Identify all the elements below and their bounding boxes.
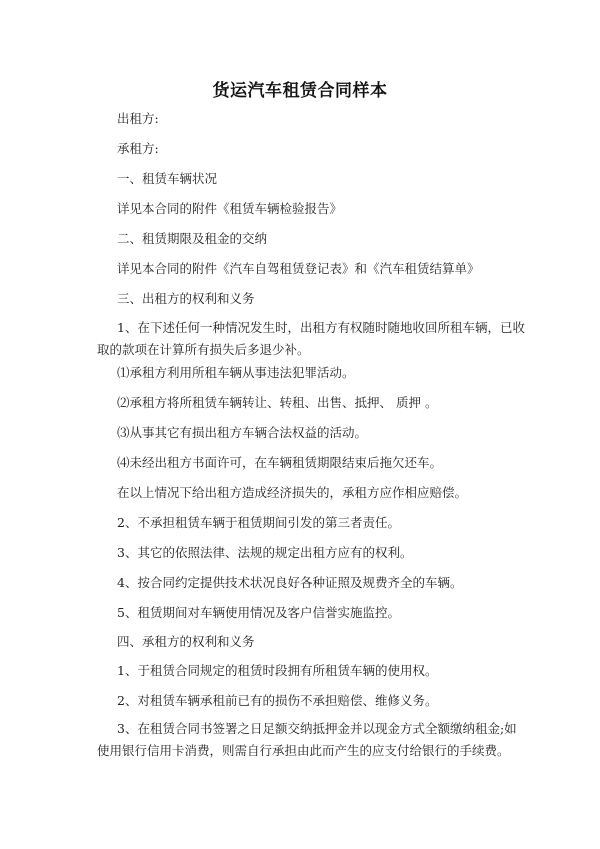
section1-heading: 一、租赁车辆状况 xyxy=(117,171,218,186)
section3-item1-line2: 取的款项在计算所有损失后多退少补。 xyxy=(97,342,310,357)
section3-sub3: ⑶从事其它有损出租方车辆合法权益的活动。 xyxy=(117,425,368,440)
section3-item1-line1: 1、在下述任何一种情况发生时，出租方有权随时随地收回所租车辆，已收 xyxy=(117,320,525,335)
section3-item1 xyxy=(97,317,525,361)
section3-item4: 4、按合同约定提供技术状况良好各种证照及规费齐全的车辆。 xyxy=(117,575,463,590)
section3-item5: 5、租赁期间对车辆使用情况及客户信誉实施监控。 xyxy=(117,605,400,620)
document-title: 货运汽车租赁合同样本 xyxy=(212,81,388,101)
section4-item3-line1: 3、在租赁合同书签署之日足额交纳抵押金并以现金方式全额缴纳租金;如 xyxy=(117,721,517,736)
section3-item3: 3、其它的依照法律、法规的规定出租方应有的权利。 xyxy=(117,545,413,560)
section2-text: 详见本合同的附件《汽车自驾租赁登记表》和《汽车租赁结算单》 xyxy=(117,261,480,276)
section3-item2: 2、不承担租赁车辆于租赁期间引发的第三者责任。 xyxy=(117,515,400,530)
section3-sub4: ⑷未经出租方书面许可，在车辆租赁期限结束后拖欠还车。 xyxy=(117,455,443,470)
section3-heading: 三、出租方的权利和义务 xyxy=(117,291,255,306)
section4-item2: 2、对租赁车辆承租前已有的损伤不承担赔偿、维修义务。 xyxy=(117,693,438,708)
section3-sub1: ⑴承租方利用所租车辆从事违法犯罪活动。 xyxy=(117,365,355,380)
section4-item3-line2: 使用银行信用卡消费，则需自行承担由此而产生的应支付给银行的手续费。 xyxy=(97,743,510,758)
lessee-label: 承租方: xyxy=(117,141,159,156)
section4-item3 xyxy=(97,718,517,762)
section3-sub2: ⑵承租方将所租赁车辆转让、转租、出售、抵押、 质押 。 xyxy=(117,395,438,410)
section1-text: 详见本合同的附件《租赁车辆检验报告》 xyxy=(117,201,343,216)
section4-heading: 四、承租方的权利和义务 xyxy=(117,634,255,649)
section4-item1: 1、于租赁合同规定的租赁时段拥有所租赁车辆的使用权。 xyxy=(117,663,438,678)
lessor-label: 出租方: xyxy=(117,111,159,126)
section3-note: 在以上情况下给出租方造成经济损失的，承租方应作相应赔偿。 xyxy=(117,485,468,500)
section2-heading: 二、租赁期限及租金的交纳 xyxy=(117,231,268,246)
